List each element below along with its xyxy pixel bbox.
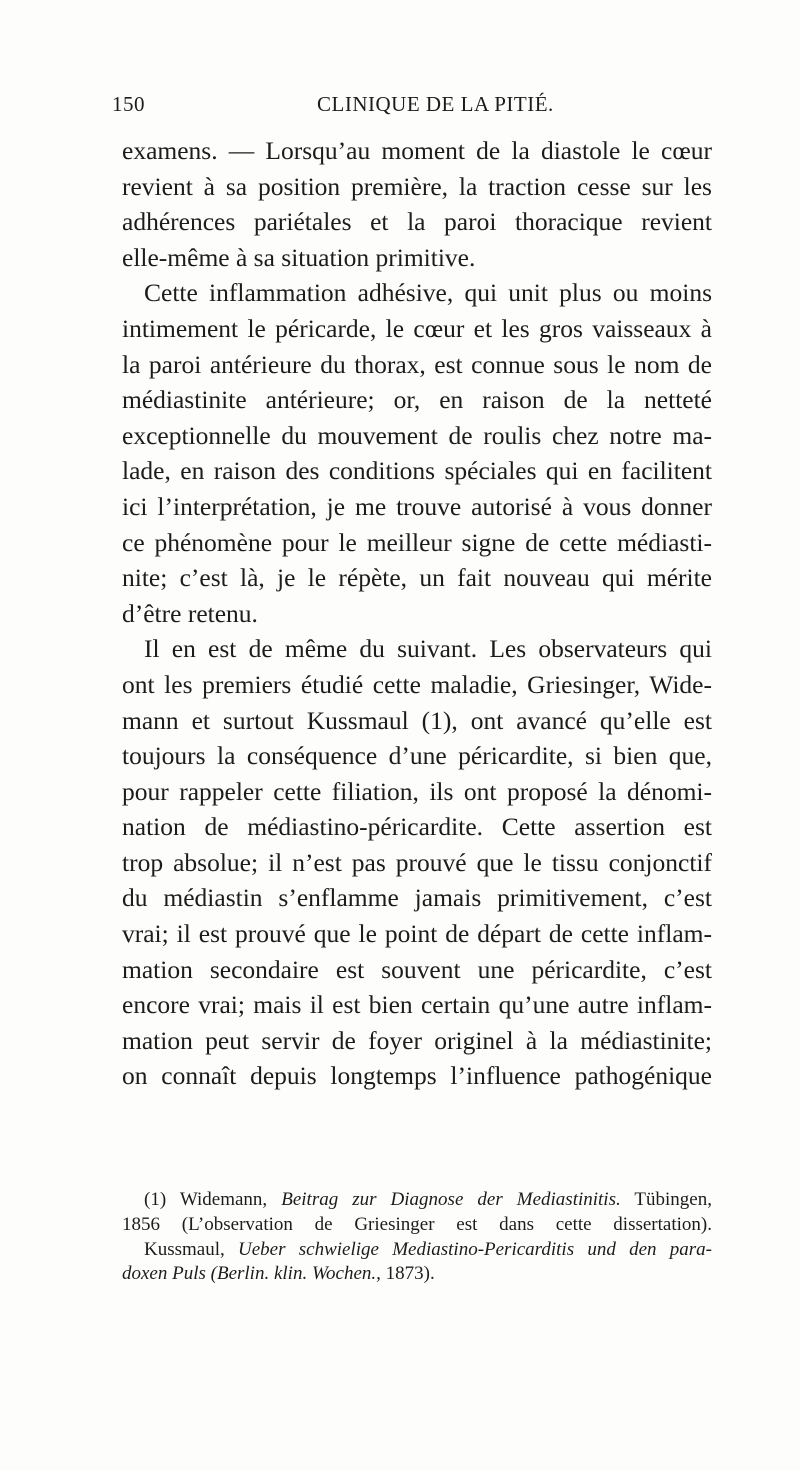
text-line: nite; c’est là, je le répète, un fait nouveau qui mérite — [122, 563, 712, 593]
text-line: exceptionnelle du mouvement de roulis chez notre ma- — [122, 420, 712, 450]
text-line: trop absolue; il n’est pas prouvé que le tissu conjonctif — [122, 847, 712, 877]
footnote-citation-title: Ueber schwielige Mediastino-Pericarditis und den para- — [238, 1238, 712, 1260]
body-text — [122, 133, 712, 1094]
text-line: Cette inflammation adhésive, qui unit plus ou moins — [144, 278, 712, 308]
text-line: ici l’interprétation, je me trouve autorisé à vous donner — [122, 491, 712, 521]
text-line: mation secondaire est souvent une péricardite, c’est — [122, 954, 712, 984]
text-line: d’être retenu. — [122, 598, 258, 628]
footnote-text: Kussmaul, — [144, 1238, 239, 1260]
text-line: adhérences pariétales et la paroi thoracique revient — [122, 207, 712, 237]
text-line: médiastinite antérieure; or, en raison de la netteté — [122, 385, 712, 415]
text-line: pour rappeler cette filiation, ils ont proposé la dénomi- — [122, 776, 712, 806]
footnote-line: 1856 (L’observation de Griesinger est dans cette dissertation). — [122, 1213, 712, 1235]
footnote-text: Tübingen, — [620, 1189, 712, 1210]
text-line: intimement le péricarde, le cœur et les gros vaisseaux à — [122, 313, 712, 343]
footnote-line — [122, 1188, 712, 1213]
text-line: on connaît depuis longtemps l’influence pathogénique — [122, 1061, 712, 1091]
text-line: examens. — Lorsqu’au moment de la diastole le cœur — [122, 136, 712, 165]
text-line: elle-même à sa situation primitive. — [122, 242, 476, 272]
footnote-text: 1873). — [380, 1263, 435, 1285]
footnote-citation-title: Beitrag zur Diagnose der Mediastinitis. — [281, 1189, 621, 1210]
footnote-text: (1) Widemann, — [144, 1189, 282, 1210]
text-line: mation peut servir de foyer originel à la médiastinite; — [122, 1025, 712, 1055]
text-line: encore vrai; mais il est bien certain qu’une autre inflam- — [122, 990, 712, 1020]
footnotes — [122, 1188, 712, 1287]
text-line: vrai; il est prouvé que le point de départ de cette inflam- — [122, 919, 712, 949]
text-line: du médiastin s’enflamme jamais primitivement, c’est — [122, 883, 712, 913]
footnote-citation-title: doxen Puls (Berlin. klin. Wochen., — [122, 1263, 381, 1285]
text-line: la paroi antérieure du thorax, est connue sous le nom de — [122, 349, 712, 379]
text-line: Il en est de même du suivant. Les observateurs qui — [144, 634, 712, 664]
text-line: mann et surtout Kussmaul (1), ont avancé qu’elle est — [122, 705, 712, 735]
running-title: CLINIQUE DE LA PITIÉ. — [317, 92, 554, 116]
text-line: toujours la conséquence d’une péricardite, si bien que, — [122, 741, 712, 771]
text-line: ont les premiers étudié cette maladie, Griesinger, Wide- — [122, 669, 712, 699]
footnote-line — [122, 1262, 712, 1287]
text-line: ce phénomène pour le meilleur signe de cette médiasti- — [122, 527, 712, 557]
text-line: nation de médiastino-péricardite. Cette assertion est — [122, 812, 712, 842]
footnote-line — [122, 1238, 712, 1263]
page-number: 150 — [112, 92, 145, 116]
running-head — [112, 92, 712, 122]
text-line: revient à sa position première, la traction cesse sur les — [122, 171, 712, 201]
text-line: lade, en raison des conditions spéciales qui en facilitent — [122, 456, 712, 486]
